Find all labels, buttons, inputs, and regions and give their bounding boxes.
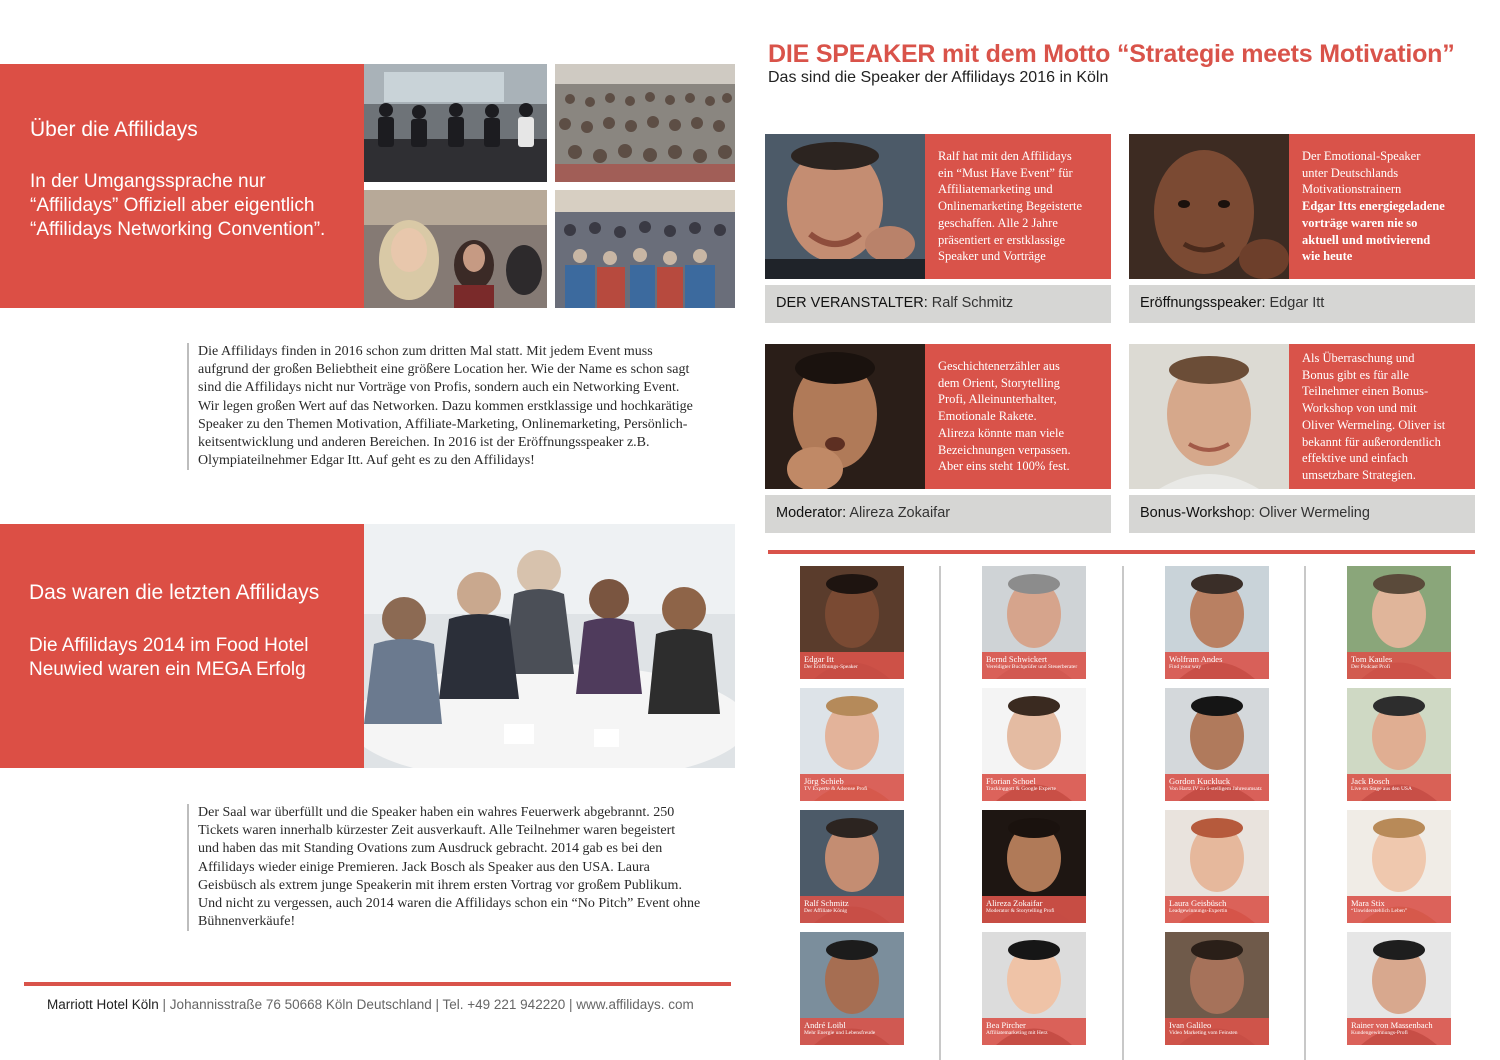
speaker-grid-desc: Der Affiliate König <box>804 908 847 914</box>
speaker-thumbnail <box>1165 566 1269 679</box>
speaker-label <box>765 495 1111 533</box>
speakers-divider <box>768 550 1475 554</box>
speaker-grid-desc: Leadgewinnungs-Expertin <box>1169 908 1228 914</box>
speaker-caption <box>1165 774 1269 801</box>
speaker-name: p: Oliver Wermeling <box>1242 505 1370 521</box>
speaker-name: Edgar Itt <box>1265 295 1325 311</box>
speaker-grid-desc: Von Hartz IV zu 6-stelligem Jahresumsatz <box>1169 786 1262 792</box>
speaker-grid-name: Bea Pircher <box>986 1020 1026 1030</box>
speaker-grid-name: Rainer von Massenbach <box>1351 1020 1433 1030</box>
speaker-thumbnail <box>800 566 904 679</box>
speaker-description: Der Emotional-Speaker unter Deutschlands Motivationstrainern Edgar Itts energiegeladene vorträge waren nie so aktuell und motivierend wie heute <box>1289 134 1475 279</box>
speaker-grid-name: Wolfram Andes <box>1169 654 1223 664</box>
speaker-caption <box>982 1018 1086 1045</box>
speaker-thumbnail <box>1347 688 1451 801</box>
speaker-grid-name: Tom Kaules <box>1351 654 1393 664</box>
speaker-thumbnail <box>1165 810 1269 923</box>
speaker-label <box>1129 285 1475 323</box>
speaker-thumbnail <box>1347 566 1451 679</box>
speaker-grid-desc: Moderator & Storytelling Profi <box>986 908 1055 914</box>
about-panel <box>0 64 364 308</box>
speaker-label <box>765 285 1111 323</box>
speaker-caption <box>1165 896 1269 923</box>
speaker-caption <box>800 652 904 679</box>
speaker-grid-name: Florian Schoel <box>986 776 1036 786</box>
speaker-role: DER VERANSTALTER: <box>776 295 928 311</box>
about-title: Über die Affilidays <box>30 118 198 141</box>
speaker-caption <box>982 652 1086 679</box>
event-photo-panel <box>364 64 547 182</box>
speaker-thumbnail <box>982 688 1086 801</box>
speaker-caption <box>1165 652 1269 679</box>
speaker-grid-name: Mara Stix <box>1351 898 1385 908</box>
speaker-grid-desc: Affiliatemarketing mit Herz <box>986 1030 1048 1036</box>
past-events-subtitle: Die Affilidays 2014 im Food Hotel Neuwied waren ein MEGA Erfolg <box>29 635 309 680</box>
speaker-photo <box>765 344 925 489</box>
column-separator <box>1304 566 1306 1060</box>
speaker-grid-name: Ralf Schmitz <box>804 898 849 908</box>
speaker-thumbnail <box>800 932 904 1045</box>
speaker-description: Ralf hat mit den Affilidays ein “Must Have Event” für Affiliatemarketing und Onlinemarketing Begeisterte geschaffen. Alle 2 Jahre präsentiert er erstklassige Speaker und Vorträge <box>925 134 1111 279</box>
speaker-grid-name: Bernd Schwickert <box>986 654 1048 664</box>
speaker-photo <box>1129 134 1289 279</box>
footer-address: | Johannisstraße 76 50668 Köln Deutschland | Tel. +49 221 942220 | www.affilidays. com <box>158 997 694 1012</box>
footer-divider <box>24 982 731 986</box>
speaker-grid-name: Ivan Galileo <box>1169 1020 1212 1030</box>
past-events-paragraph: Der Saal war überfüllt und die Speaker haben ein wahres Feuerwerk abgebrannt. 250 Tickets waren innerhalb kürzester Zeit ausverkauft. Alle Teilnehmer waren begeistert und haben das mit Standing Ovations zum Ausdruck gebracht. 2014 gab es bei den Affilidays wieder einige Premieren. Jack Bosch als Speaker aus den USA. Laura Geisbüsch als extrem junge Speakerin mit ihrem ersten Vortrag vor großem Publikum. Und nicht zu vergessen, auch 2014 waren die Affilidays schon ein “No Pitch” Event ohne Bühnenverkäufe! <box>187 804 737 931</box>
speaker-thumbnail <box>1347 810 1451 923</box>
past-events-panel <box>0 524 364 768</box>
speaker-caption <box>800 1018 904 1045</box>
about-paragraph: Die Affilidays finden in 2016 schon zum dritten Mal statt. Mit jedem Event muss aufgrund der großen Beliebtheit eine größere Location her. Wie der Name es schon sagt sind die Affilidays nicht nur Vorträge von Profis, sondern auch ein Networking Event. Wir legen großen Wert auf das Networken. Dazu kommen erstklassige und hochkarätige Speaker zu den Themen Motivation, Affiliate-Marketing, Onlinemarketing, Persönlich- keitsentwicklung und anderen Bereichen. In 2016 ist der Eröffnungsspeaker z.B. Olympiateilnehmer Edgar Itt. Auf geht es zu den Affilidays! <box>187 343 737 470</box>
crowd-closeup-photo <box>364 190 547 308</box>
speaker-thumbnail <box>1165 932 1269 1045</box>
speaker-grid-name: Alireza Zokaifar <box>986 898 1043 908</box>
column-separator <box>1122 566 1124 1060</box>
past-events-title: Das waren die letzten Affilidays <box>29 581 320 604</box>
speaker-caption <box>982 774 1086 801</box>
speaker-grid-name: Laura Geisbüsch <box>1169 898 1227 908</box>
speaker-grid-name: Edgar Itt <box>804 654 834 664</box>
speaker-grid-name: Jack Bosch <box>1351 776 1390 786</box>
speaker-label <box>1129 495 1475 533</box>
footer-contact <box>47 997 694 1012</box>
speaker-caption <box>1165 1018 1269 1045</box>
speaker-grid-desc: Trackinggott & Google Experte <box>986 786 1056 792</box>
speaker-caption <box>1347 896 1451 923</box>
speaker-thumbnail <box>982 810 1086 923</box>
speaker-grid-name: Jörg Schieb <box>804 776 844 786</box>
speaker-grid-desc: TV Experte & Adsense Profi <box>804 786 868 792</box>
meeting-photo <box>364 524 735 768</box>
speaker-role: Moderator: <box>776 505 847 521</box>
speaker-description: Als Überraschung und Bonus gibt es für alle Teilnehmer einen Bonus- Workshop von und mit Oliver Wermeling. Oliver ist bekannt für außerordentlich effektive und einfach umsetzbare Strategien. <box>1289 344 1475 489</box>
speaker-grid-desc: Live on Stage aus den USA <box>1351 786 1412 792</box>
column-separator <box>939 566 941 1060</box>
speaker-caption <box>1347 1018 1451 1045</box>
speaker-caption <box>1347 774 1451 801</box>
speaker-thumbnail <box>800 688 904 801</box>
speaker-thumbnail <box>800 810 904 923</box>
standing-crowd-photo <box>555 190 735 308</box>
speaker-role: Eröffnungsspeaker: <box>1140 295 1266 311</box>
speaker-grid-desc: Vereidigter Buchprüfer und Steuerberater <box>986 664 1078 670</box>
speaker-grid-desc: “Unwiderstehlich Leben” <box>1351 908 1408 914</box>
speaker-thumbnail <box>982 566 1086 679</box>
speaker-thumbnail <box>1347 932 1451 1045</box>
speaker-role: Bonus-Worksho <box>1140 505 1243 521</box>
audience-photo <box>555 64 735 182</box>
speaker-thumbnail <box>982 932 1086 1045</box>
speaker-thumbnail <box>1165 688 1269 801</box>
speaker-caption <box>800 896 904 923</box>
speaker-caption <box>982 896 1086 923</box>
speaker-grid-name: Gordon Kuckluck <box>1169 776 1231 786</box>
speakers-subline: Das sind die Speaker der Affilidays 2016 in Köln <box>768 69 1109 86</box>
speakers-headline: DIE SPEAKER mit dem Motto “Strategie meets Motivation” <box>768 40 1455 68</box>
speaker-grid-desc: Der Podcast Profi <box>1351 664 1391 670</box>
speaker-grid-desc: Mehr Energie und Lebensfreude <box>804 1030 876 1036</box>
footer-venue: Marriott Hotel Köln <box>47 997 159 1012</box>
speaker-grid-desc: Kundengewinnungs-Profi <box>1351 1030 1408 1036</box>
speaker-name: Alireza Zokaifar <box>846 505 951 521</box>
speaker-description: Geschichtenerzähler aus dem Orient, Storytelling Profi, Alleinunterhalter, Emotionale Rakete. Alireza könnte man viele Bezeichnungen verpassen. Aber eins steht 100% fest. <box>925 344 1111 489</box>
speaker-grid-desc: Video Marketing vom Feinsten <box>1169 1030 1238 1036</box>
speaker-grid-desc: Der Eröffnungs-Speaker <box>804 664 858 670</box>
speaker-photo <box>765 134 925 279</box>
about-subtitle: In der Umgangssprache nur “Affilidays” Offiziell aber eigentlich “Affilidays Networking Convention”. <box>30 171 326 240</box>
speaker-caption <box>1347 652 1451 679</box>
speaker-grid-desc: Find your way <box>1169 664 1202 670</box>
speaker-grid-name: André Loibl <box>804 1020 846 1030</box>
speaker-caption <box>800 774 904 801</box>
speaker-photo <box>1129 344 1289 489</box>
speaker-name: Ralf Schmitz <box>927 295 1014 311</box>
